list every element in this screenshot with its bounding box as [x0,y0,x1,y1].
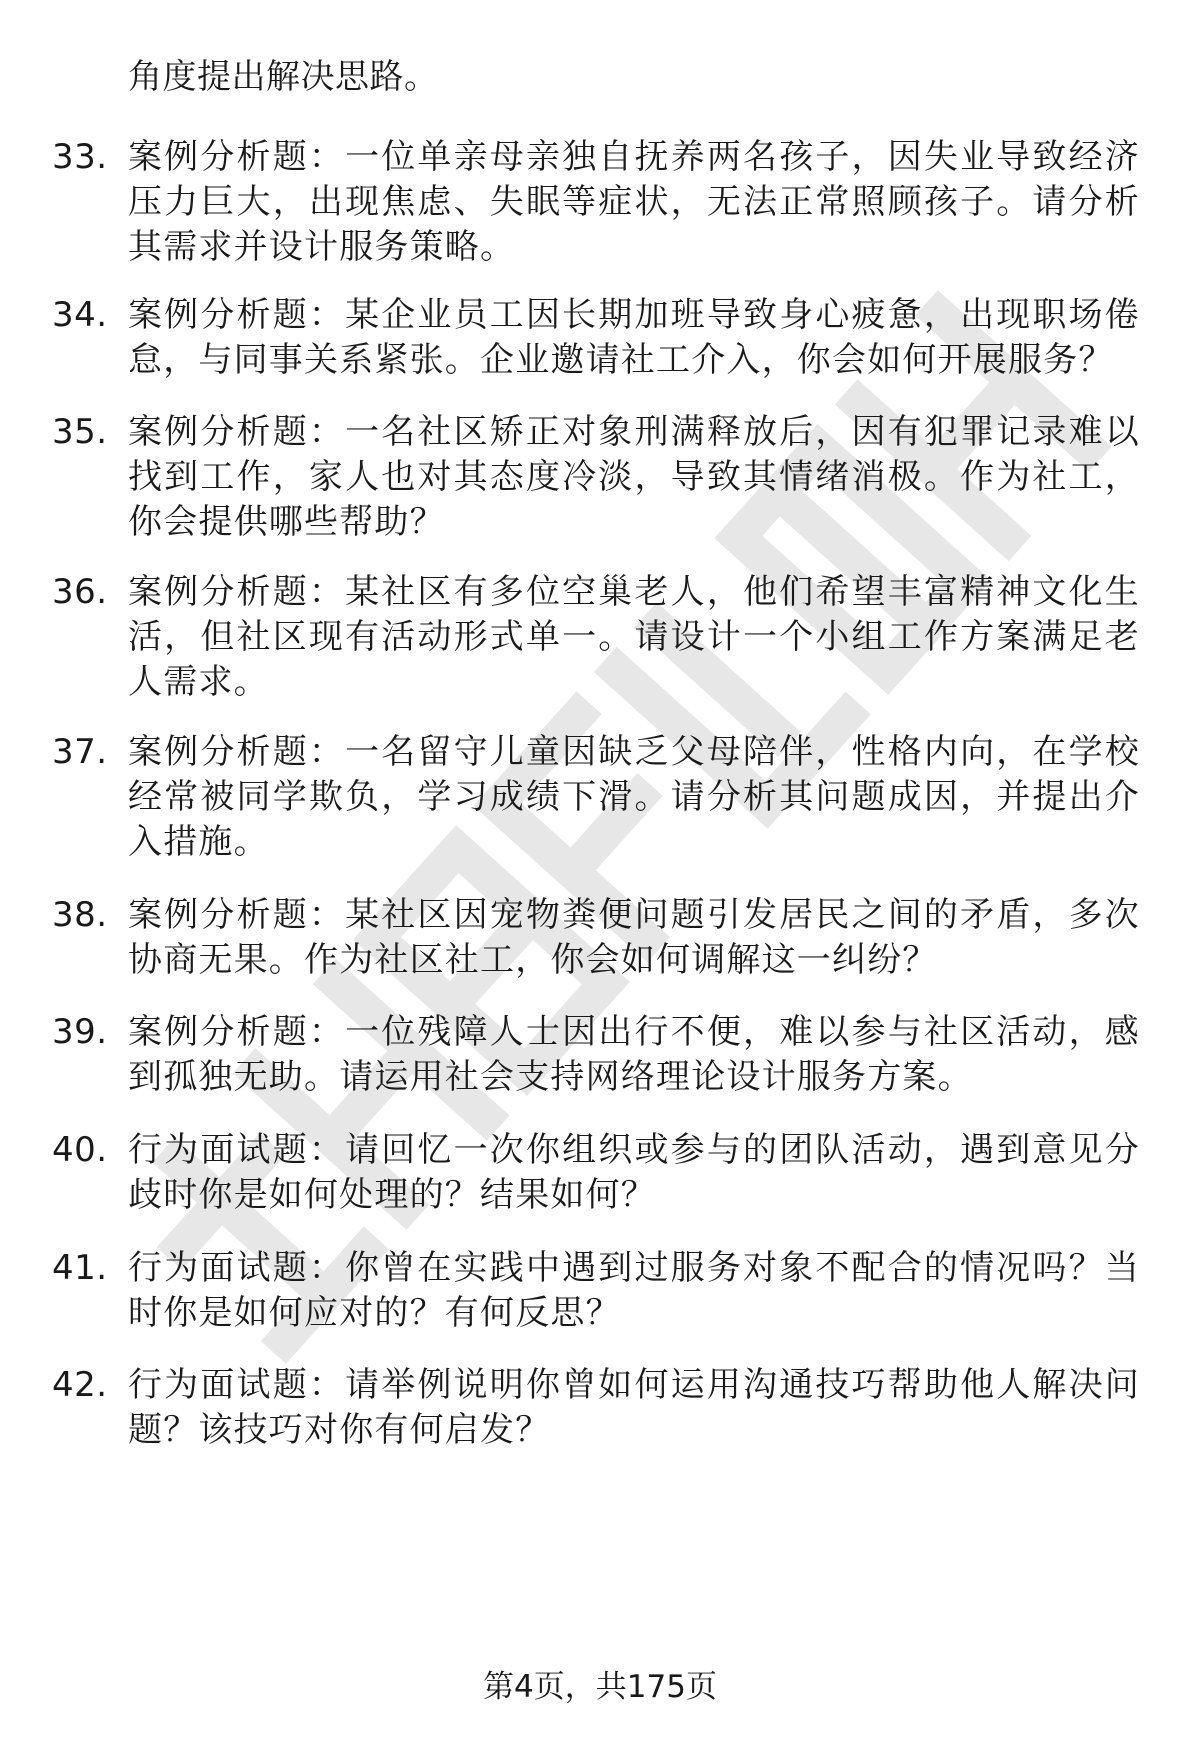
question-text: 行为面试题：你曾在实践中遇到过服务对象不配合的情况吗？当时你是如何应对的？有何反思？ [128,1248,1140,1333]
question-text: 案例分析题：某社区因宠物粪便问题引发居民之间的矛盾，多次协商无果。作为社区社工，你会如何调解这一纠纷？ [128,895,1140,980]
question-number: 35. [52,412,108,452]
question-number: 39. [52,1012,108,1052]
question-text: 案例分析题：一名社区矫正对象刑满释放后，因有犯罪记录难以找到工作，家人也对其态度冷淡，导致其情绪消极。作为社工，你会提供哪些帮助？ [128,412,1140,542]
question-number: 36. [52,572,108,612]
question-text: 案例分析题：一位单亲母亲独自抚养两名孩子，因失业导致经济压力巨大，出现焦虑、失眠等症状，无法正常照顾孩子。请分析其需求并设计服务策略。 [128,137,1140,267]
page-footer: 第4页，共175页 [483,1669,717,1705]
question-text: 案例分析题：一位残障人士因出行不便，难以参与社区活动，感到孤独无助。请运用社会支持网络理论设计服务方案。 [128,1012,1140,1097]
question-text: 案例分析题：某企业员工因长期加班导致身心疲惫，出现职场倦怠，与同事关系紧张。企业邀请社工介入，你会如何开展服务？ [128,295,1140,380]
question-text: 行为面试题：请举例说明你曾如何运用沟通技巧帮助他人解决问题？该技巧对你有何启发？ [128,1365,1140,1450]
question-number: 34. [52,295,108,335]
question-text: 行为面试题：请回忆一次你组织或参与的团队活动，遇到意见分歧时你是如何处理的？结果如何？ [128,1130,1140,1215]
question-number: 41. [52,1248,108,1288]
question-number: 37. [52,732,108,772]
question-number: 40. [52,1130,108,1170]
question-number: 38. [52,895,108,935]
question-number: 42. [52,1365,108,1405]
question-text: 案例分析题：某社区有多位空巢老人，他们希望丰富精神文化生活，但社区现有活动形式单一。请设计一个小组工作方案满足老人需求。 [128,572,1140,702]
question-text: 案例分析题：一名留守儿童因缺乏父母陪伴，性格内向，在学校经常被同学欺负，学习成绩下滑。请分析其问题成因，并提出介入措施。 [128,732,1140,862]
continuation-text: 角度提出解决思路。 [128,57,439,97]
question-number: 33. [52,137,108,177]
